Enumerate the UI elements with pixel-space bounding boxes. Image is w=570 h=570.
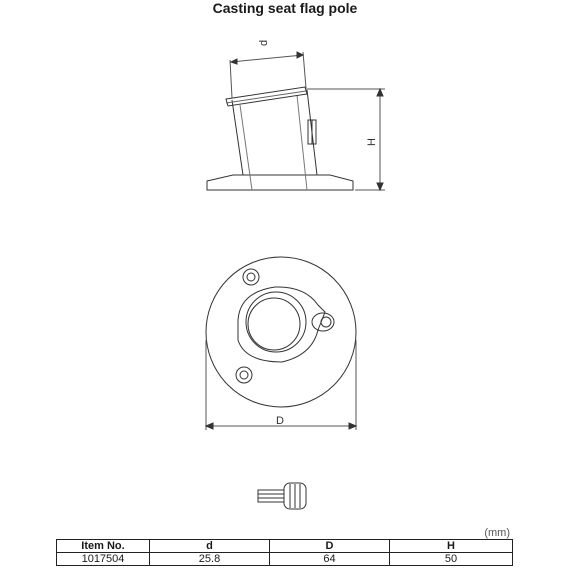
header-item-no: Item No. — [57, 540, 150, 553]
cell-d: 25.8 — [150, 553, 270, 566]
side-view — [207, 52, 385, 190]
dim-label-D: D — [276, 415, 284, 427]
header-H: H — [390, 540, 513, 553]
dim-label-H: H — [366, 138, 378, 146]
unit-note: (mm) — [484, 527, 510, 539]
page-title: Casting seat flag pole — [212, 0, 358, 16]
spec-table — [56, 539, 513, 566]
dim-label-d: d — [258, 39, 270, 46]
header-d: d — [150, 540, 270, 553]
header-D: D — [270, 540, 390, 553]
top-view — [206, 257, 356, 430]
table-header-row — [57, 540, 513, 553]
cell-H: 50 — [390, 553, 513, 566]
table-row — [57, 553, 513, 566]
set-screw — [258, 483, 306, 509]
cell-item-no: 1017504 — [57, 553, 150, 566]
cell-D: 64 — [270, 553, 390, 566]
